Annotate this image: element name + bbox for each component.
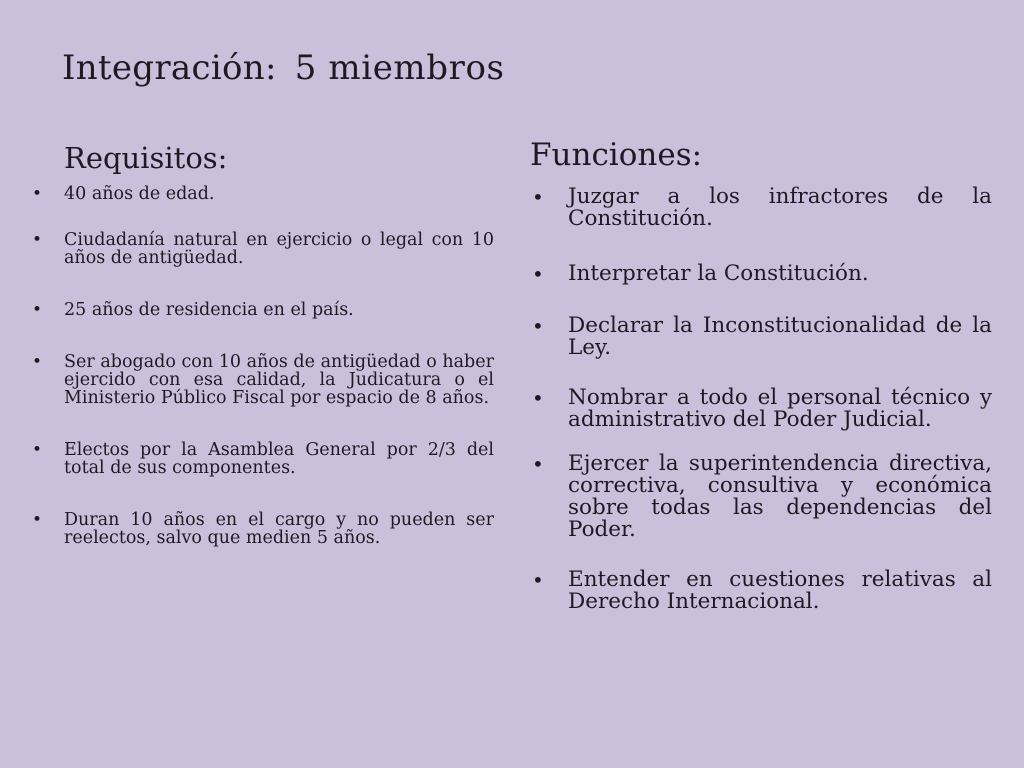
list-item-text: Ciudadanía natural en ejercicio o legal con 10 años de antigüedad. [64, 230, 494, 269]
list-item-text: 40 años de edad. [64, 184, 215, 205]
list-item [32, 231, 494, 267]
bullet-icon: • [32, 230, 43, 251]
list-item [530, 384, 992, 432]
bullet-icon: • [32, 184, 43, 205]
list-item-text: Electos por la Asamblea General por 2/3 del total de sus componentes. [64, 440, 494, 479]
funciones-column [530, 138, 992, 646]
list-item [32, 511, 494, 547]
list-item [530, 312, 992, 360]
bullet-icon: • [532, 184, 544, 209]
bullet-icon: • [532, 451, 544, 476]
funciones-list [530, 183, 992, 614]
funciones-heading: Funciones: [530, 137, 703, 173]
bullet-icon: • [32, 352, 43, 373]
list-item-text: Juzgar a los infractores de la Constitución. [568, 183, 992, 231]
requisitos-column [32, 138, 494, 581]
requisitos-list [32, 185, 494, 547]
bullet-icon: • [32, 440, 43, 461]
list-item [530, 260, 992, 286]
list-item-text: Nombrar a todo el personal técnico y administrativo del Poder Judicial. [568, 384, 992, 432]
list-item-text: Declarar la Inconstitucionalidad de la Ley. [568, 312, 992, 360]
list-item-text: 25 años de residencia en el país. [64, 300, 354, 321]
list-item [32, 185, 494, 203]
list-item-text: Ser abogado con 10 años de antigüedad o haber ejercido con esa calidad, la Judicatura o el Ministerio Público Fiscal por espacio de 8 años. [64, 352, 494, 409]
list-item [530, 566, 992, 614]
bullet-icon: • [32, 510, 43, 531]
list-item-text: Interpretar la Constitución. [568, 260, 869, 286]
title-sub: 5 miembros [294, 48, 505, 88]
list-item [32, 441, 494, 477]
bullet-icon: • [32, 300, 43, 321]
title-main: Integración: [62, 48, 277, 88]
list-item [32, 301, 494, 319]
slide-title [62, 50, 505, 87]
bullet-icon: • [532, 385, 544, 410]
list-item-text: Duran 10 años en el cargo y no pueden ser reelectos, salvo que medien 5 años. [64, 510, 494, 549]
bullet-icon: • [532, 313, 544, 338]
bullet-icon: • [532, 567, 544, 592]
list-item [32, 353, 494, 407]
list-item-text: Ejercer la superintendencia directiva, correctiva, consultiva y económica sobre todas las dependencias del Poder. [568, 450, 992, 542]
list-item [530, 183, 992, 231]
list-item [530, 450, 992, 542]
bullet-icon: • [532, 261, 544, 286]
requisitos-heading: Requisitos: [64, 141, 228, 175]
list-item-text: Entender en cuestiones relativas al Derecho Internacional. [568, 566, 992, 614]
